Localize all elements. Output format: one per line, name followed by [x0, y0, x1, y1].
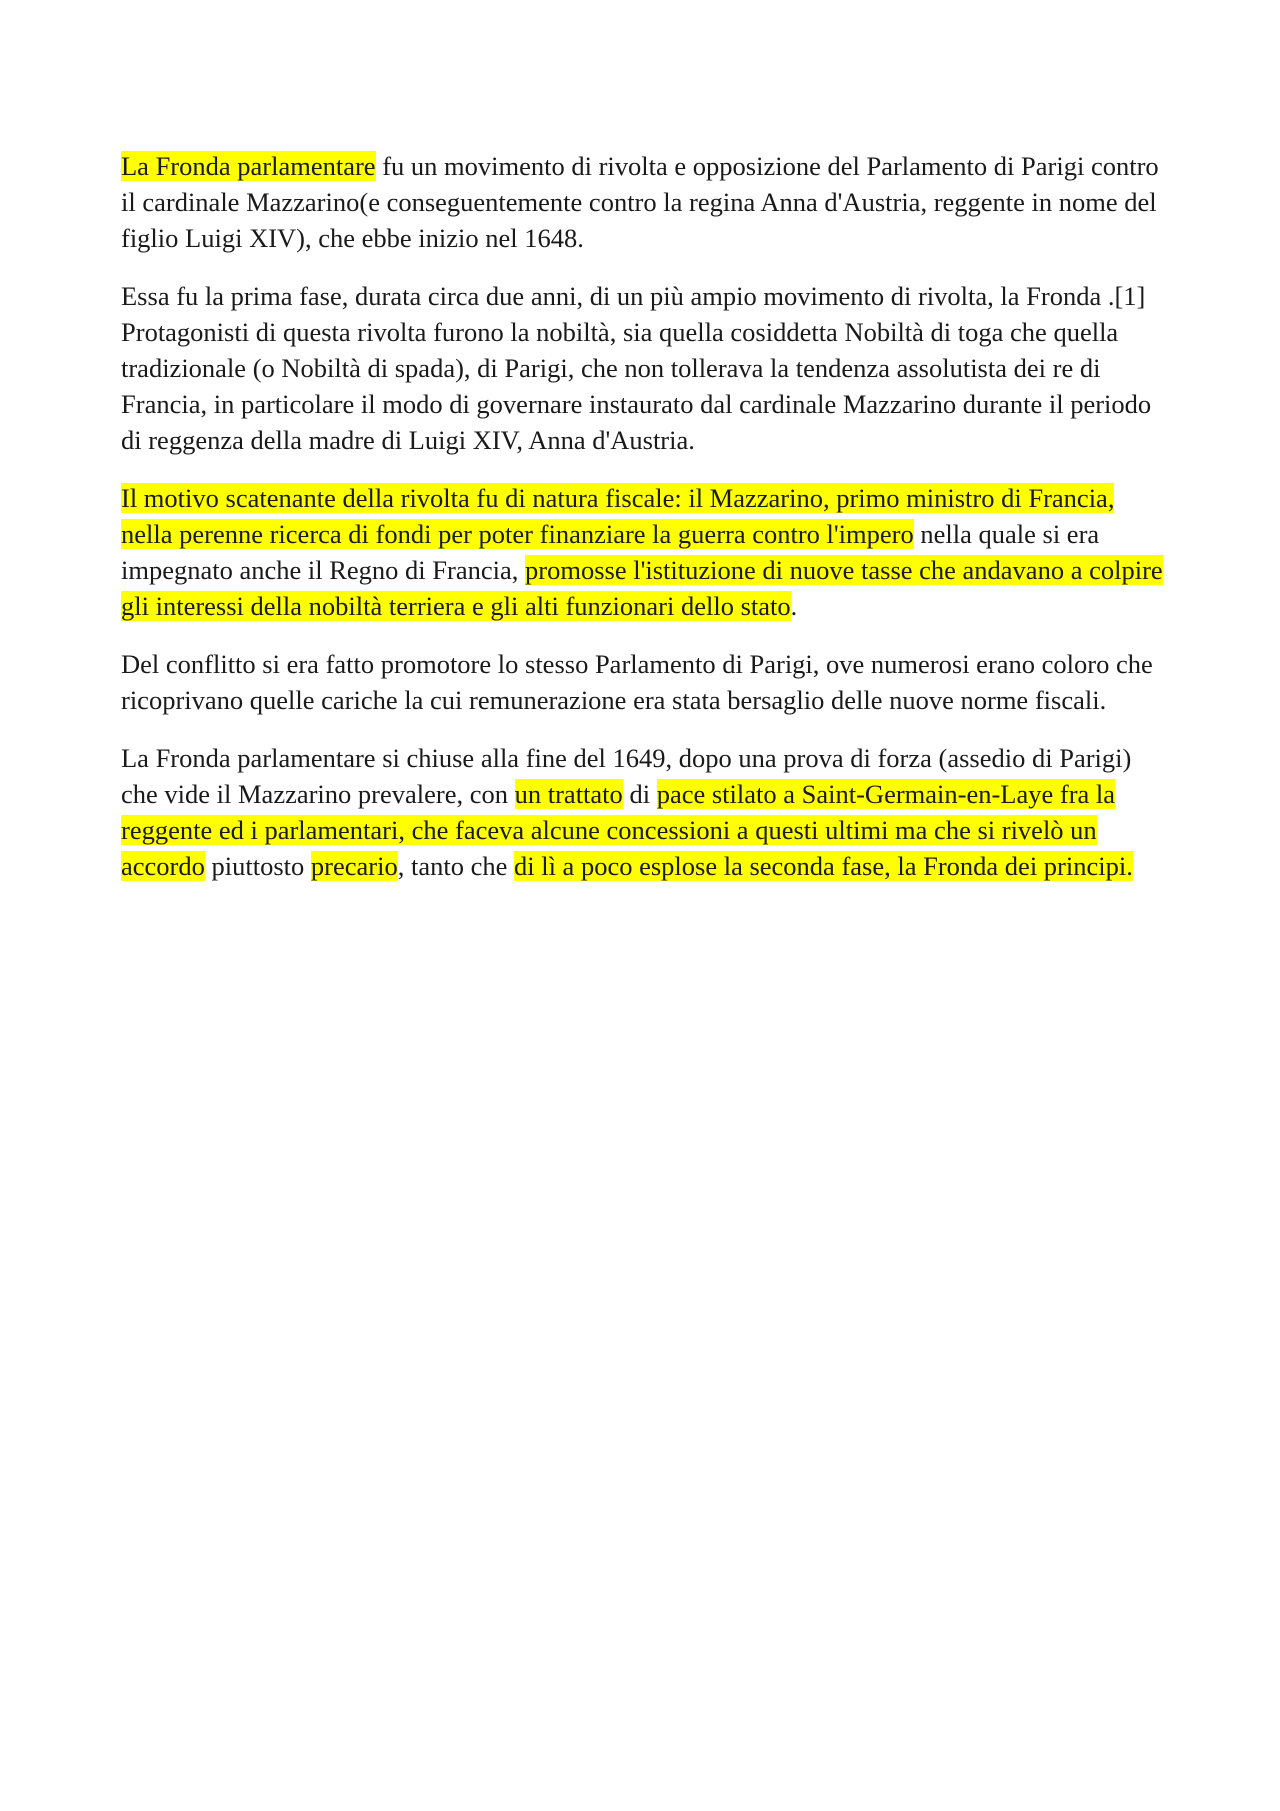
text-segment: precario [310, 851, 398, 881]
document-body[interactable] [121, 148, 1166, 906]
text-segment: piuttosto [204, 851, 311, 881]
paragraph-1 [121, 148, 1166, 256]
text-segment: un trattato [514, 779, 623, 809]
text-segment: pace stilato a Saint-Germain-en-Laye fra la reggente ed i parlamentari, che faceva alcune concessioni a questi ultimi ma che si rivelò un [121, 779, 1116, 845]
paragraph-3 [121, 480, 1166, 624]
text-segment: . [790, 591, 798, 621]
text-segment: , tanto che [397, 851, 514, 881]
text-segment: promosse l'istituzione di nuove tasse che andavano a colpire gli interessi della nobiltà terriera e gli alti funzionari dello stato [121, 555, 1163, 621]
text-segment: accordo [121, 851, 205, 881]
paragraph-2 [121, 278, 1166, 458]
text-segment: La Fronda parlamentare [121, 151, 376, 181]
text-segment: nella quale si era impegnato anche il Regno di Francia, [121, 519, 1100, 585]
paragraph-4 [121, 646, 1166, 718]
text-segment: La Fronda parlamentare si chiuse alla fine del 1649, dopo una prova di forza (assedio di Parigi) che vide il Mazzarino prevalere, con [121, 743, 1132, 809]
paragraph-5 [121, 740, 1166, 884]
text-segment: di lì a poco esplose la seconda fase, la Fronda dei principi. [513, 851, 1133, 881]
text-segment: fu un movimento di rivolta e opposizione del Parlamento di Parigi contro il cardinale Mazzarino(e conseguentemente contro la regina Anna d'Austria, reggente in nome del figlio Luigi XIV), che ebbe inizio nel 1648. [121, 151, 1159, 253]
text-segment: di [622, 779, 657, 809]
text-segment: Essa fu la prima fase, durata circa due anni, di un più ampio movimento di rivolta, la Fronda .[1] Protagonisti di questa rivolta furono la nobiltà, sia quella cosiddetta Nobiltà di toga che quella tradizionale (o Nobiltà di spada), di Parigi, che non tollerava la tendenza assolutista dei re di Francia, in particolare il modo di governare instaurato dal cardinale Mazzarino durante il periodo di reggenza della madre di Luigi XIV, Anna d'Austria. [121, 281, 1152, 455]
text-segment: Del conflitto si era fatto promotore lo stesso Parlamento di Parigi, ove numerosi erano coloro che ricoprivano quelle cariche la cui remunerazione era stata bersaglio delle nuove norme fiscali. [121, 649, 1153, 715]
text-segment: Il motivo scatenante della rivolta fu di natura fiscale: il Mazzarino, primo ministro di Francia, nella perenne ricerca di fondi per poter finanziare la guerra contro l'impero [121, 483, 1115, 549]
